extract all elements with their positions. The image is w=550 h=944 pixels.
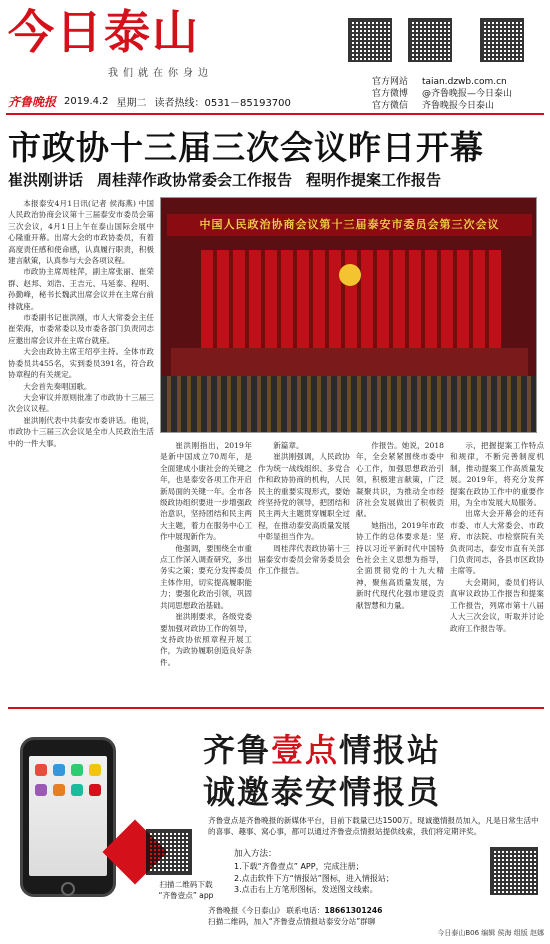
headline: 市政协十三届三次会议昨日开幕 bbox=[8, 128, 484, 167]
subheadline bbox=[8, 170, 544, 190]
app-icon bbox=[53, 784, 65, 796]
brand-logo: 今日泰山 bbox=[8, 5, 200, 59]
ad-title-line1: 齐鲁壹点情报站 bbox=[203, 731, 442, 769]
qr-code-icon bbox=[348, 18, 392, 62]
issue-weekday: 星期二 bbox=[116, 97, 147, 109]
ad-join-title: 加入方法： bbox=[234, 849, 277, 859]
page-footer: 今日泰山B06 编辑 侯海 组版 赵娜 bbox=[437, 929, 544, 937]
subhead-item: 崔洪刚讲话 bbox=[8, 171, 84, 189]
ad-title-line2: 诚邀泰安情报员 bbox=[203, 773, 442, 811]
contact-row: 官方微信 齐鲁晚报今日泰山 bbox=[372, 101, 495, 111]
app-icon bbox=[35, 764, 47, 776]
issue-info-row bbox=[8, 93, 291, 109]
article-column-4: 作报告。她说，2018年，全会紧紧围绕市委中心工作，加强思想政治引领，积极建言献策，广泛凝聚共识，为推动全市经济社会发展做出了积极贡献。 她指出，2019年市政协工作的总体要求是：坚持以习近平新时代中国特色社会主义思想为指导，全面贯彻党的十九大精神，聚焦高质量发展，为新时代现代化强市建设贡献智慧和力量。 bbox=[356, 441, 444, 610]
qr-code-icon bbox=[408, 18, 452, 62]
article-column-3: 新篇章。 崔洪刚强调，人民政协作为统一战线组织、多党合作和政协协商的机构，人民民主的重要实现形式，要始终坚持党的领导，把团结和民主两大主题贯穿履职全过程，在推动泰安高质量发展中彰显担当作为。 周桂萍代表政协第十三届泰安市委员会常务委员会作工作报告。 bbox=[258, 441, 350, 576]
issue-date: 2019.4.2 bbox=[64, 95, 109, 107]
emblem-icon bbox=[339, 264, 361, 286]
qr-code-icon bbox=[146, 829, 192, 875]
app-icon bbox=[35, 784, 47, 796]
article-column-1: 本报泰安4月1日讯(记者 侯海燕) 中国人民政治协商会议第十三届泰安市委员会第三次会议，4月1日上午在泰山国际会展中心隆重开幕。出席大会的市政协委员，有着高度责任感和使命感，认真履行职责，积极建言献策，认真参与大会各项议程。 市政协主席周桂萍，副主席张丽、崔荣群、赵邦、刘浩、王吉元、马延泰、程明、孙勤峰，秘书长魏武出席会议并在主席台前排就座。 市委副书记崔洪刚，市人大常委会主任崔荣海，市委常委以及市委各部门负责同志应邀出席会议并在主席台就座。 大会由政协主席王绍亭主持。全体市政协委员共455名，实到委员391名，符合政协章程的有关规定。 大会首先奏唱国歌。 大会审议并原则批准了市政协十三届三次会议议程。 崔洪刚代表中共泰安市委讲话。他说，市政协十三届三次会议是全市人民政治生活中的一件大事。 bbox=[8, 199, 154, 448]
home-button-icon bbox=[61, 882, 75, 896]
slogan: 我们就在你身边 bbox=[108, 68, 213, 79]
contact-row: 官方微博 @齐鲁晚报—今日泰山 bbox=[372, 89, 513, 99]
qr-code-icon bbox=[480, 18, 524, 62]
subhead-item: 周桂萍作政协常委会工作报告 bbox=[97, 171, 293, 189]
app-icon bbox=[89, 784, 101, 796]
sub-brand: 齐鲁晚报 bbox=[8, 94, 57, 109]
photo-banner: 中国人民政治协商会议第十三届泰安市委员会第三次会议 bbox=[167, 214, 532, 236]
app-icon bbox=[53, 764, 65, 776]
app-icon bbox=[71, 784, 83, 796]
app-icon bbox=[71, 764, 83, 776]
contact-row: 官方网站 taian.dzwb.com.cn bbox=[372, 77, 507, 87]
ad-description: 齐鲁壹点是齐鲁晚报的新媒体平台，目前下载量已达1500万。现诚邀情报员加入，凡是日常生活中的喜事、趣事、窝心事，都可以通过齐鲁壹点情报站提供线索，我们将定期评奖。 bbox=[208, 816, 539, 836]
app-icon bbox=[89, 764, 101, 776]
ad-footer: 齐鲁晚报《今日泰山》 联系电话：18661301246 扫描二维码，加入“齐鲁壹点情报站泰安分站”群聊 bbox=[208, 906, 383, 926]
phone-illustration bbox=[20, 737, 116, 897]
qr-code-icon bbox=[490, 847, 538, 895]
ad-steps: 1.下载“齐鲁壹点” APP，完成注册； 2.点击软件下方“情报站”图标，进入情报站； 3.点击右上方笔形图标，发送图文线索。 bbox=[234, 862, 394, 894]
reader-hotline: 读者热线：0531－85193700 bbox=[154, 97, 291, 109]
ad-banner bbox=[8, 707, 544, 925]
article-column-2: 崔洪刚指出，2019年是新中国成立70周年，是全面建成小康社会的关键之年，也是泰安各项工作开启新局面的关键一年。全市各级政协组织要进一步增强政治意识，坚持团结和民主两大主题，着力在服务中心工作中展现新作为。 他强调，要围绕全市重点工作深入调查研究，多出务实之策；要充分发挥委员主体作用，切实提高履职能力；要强化政治引领，巩固共同思想政治基础。 崔洪刚要求，各级党委要加强对政协工作的领导，支持政协依照章程开展工作，为政协履职创造良好条件。 bbox=[160, 441, 252, 667]
audience-image bbox=[161, 376, 537, 433]
article-column-5: 示，把握提案工作特点和规律，不断完善制度机制，推动提案工作高质量发展。2019年，将充分发挥提案在政协工作中的重要作用，为全市发展大局服务。 出席大会开幕会的还有市委、市人大常委会、市政府、市法院、市检察院有关负责同志，泰安市直有关部门负责同志，各县市区政协主席等。 大会期间，委员们将认真审议政协工作报告和提案工作报告，列席市第十八届人大三次会议，听取并讨论政府工作报告等。 bbox=[450, 441, 544, 633]
divider bbox=[6, 113, 544, 115]
subhead-item: 程明作提案工作报告 bbox=[306, 171, 442, 189]
ad-qr-caption: 扫描二维码下载 “齐鲁壹点” app bbox=[158, 880, 214, 900]
conference-photo bbox=[160, 197, 537, 433]
contact-table bbox=[372, 76, 512, 112]
masthead bbox=[0, 0, 550, 118]
